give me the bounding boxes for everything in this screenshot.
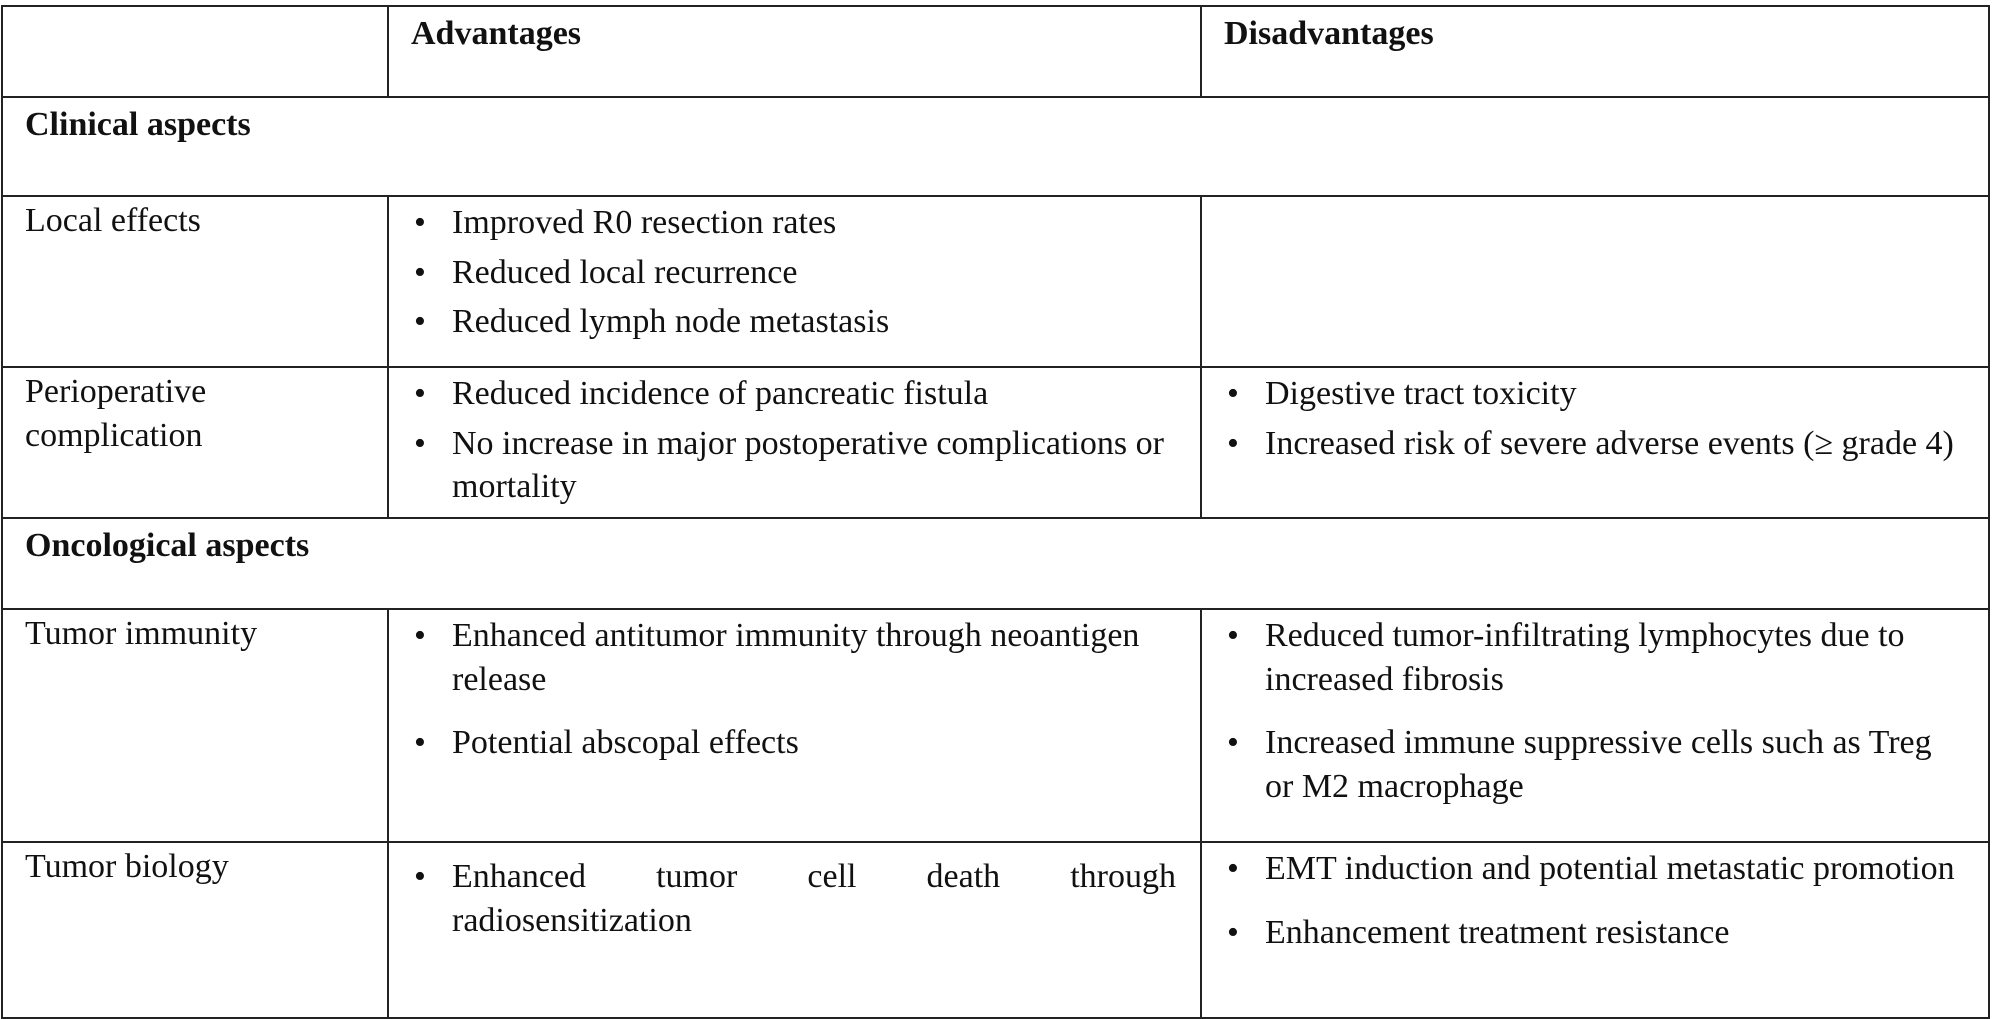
row-label: Local effects [2,196,388,367]
disadvantages-cell [1201,367,1989,518]
advantages-cell [388,609,1201,842]
list-item: • Reduced incidence of pancreatic fistula [414,375,989,412]
header-row [2,6,1989,97]
table-row [2,609,1989,842]
section-row-oncological [2,518,1989,609]
list-item: • Digestive tract toxicity [1227,375,1577,412]
list-item: • Reduced local recurrence [414,253,798,291]
table-row [2,842,1989,1018]
list-item: • Reduced tumor-infiltrating lymphocytes due to increased fibrosis [1227,617,1905,698]
advantages-cell [388,842,1201,1018]
list-item: • No increase in major postoperative complications or mortality [414,424,1164,506]
header-advantages: Advantages [388,6,1201,97]
disadvantages-cell [1201,609,1989,842]
advantages-cell [388,367,1201,518]
disadvantages-cell [1201,842,1989,1018]
advantages-cell [388,196,1201,367]
list-item: • Increased risk of severe adverse events (≥ grade 4) [1227,424,1954,462]
row-label: Tumor biology [2,842,388,1018]
comparison-table [1,5,1990,1019]
section-title: Clinical aspects [2,97,1989,196]
section-row-clinical [2,97,1989,196]
section-title: Oncological aspects [2,518,1989,609]
list-item: • Enhanced tumor cell death through radiosensitization [414,858,1176,939]
header-disadvantages: Disadvantages [1201,6,1989,97]
list-item: • Enhanced antitumor immunity through neoantigen release [414,617,1140,698]
disadvantages-cell [1201,196,1989,367]
list-item: • Reduced lymph node metastasis [414,303,890,341]
table-row [2,367,1989,518]
list-item: • Enhancement treatment resistance [1227,913,1730,951]
list-item: • EMT induction and potential metastatic promotion [1227,850,1955,887]
row-label: Perioperative complication [2,367,388,518]
list-item: • Potential abscopal effects [414,724,799,762]
table-row [2,196,1989,367]
list-item: • Improved R0 resection rates [414,204,837,241]
list-item: • Increased immune suppressive cells such as Treg or M2 macrophage [1227,724,1932,805]
header-aspect-cell [2,6,388,97]
row-label: Tumor immunity [2,609,388,842]
